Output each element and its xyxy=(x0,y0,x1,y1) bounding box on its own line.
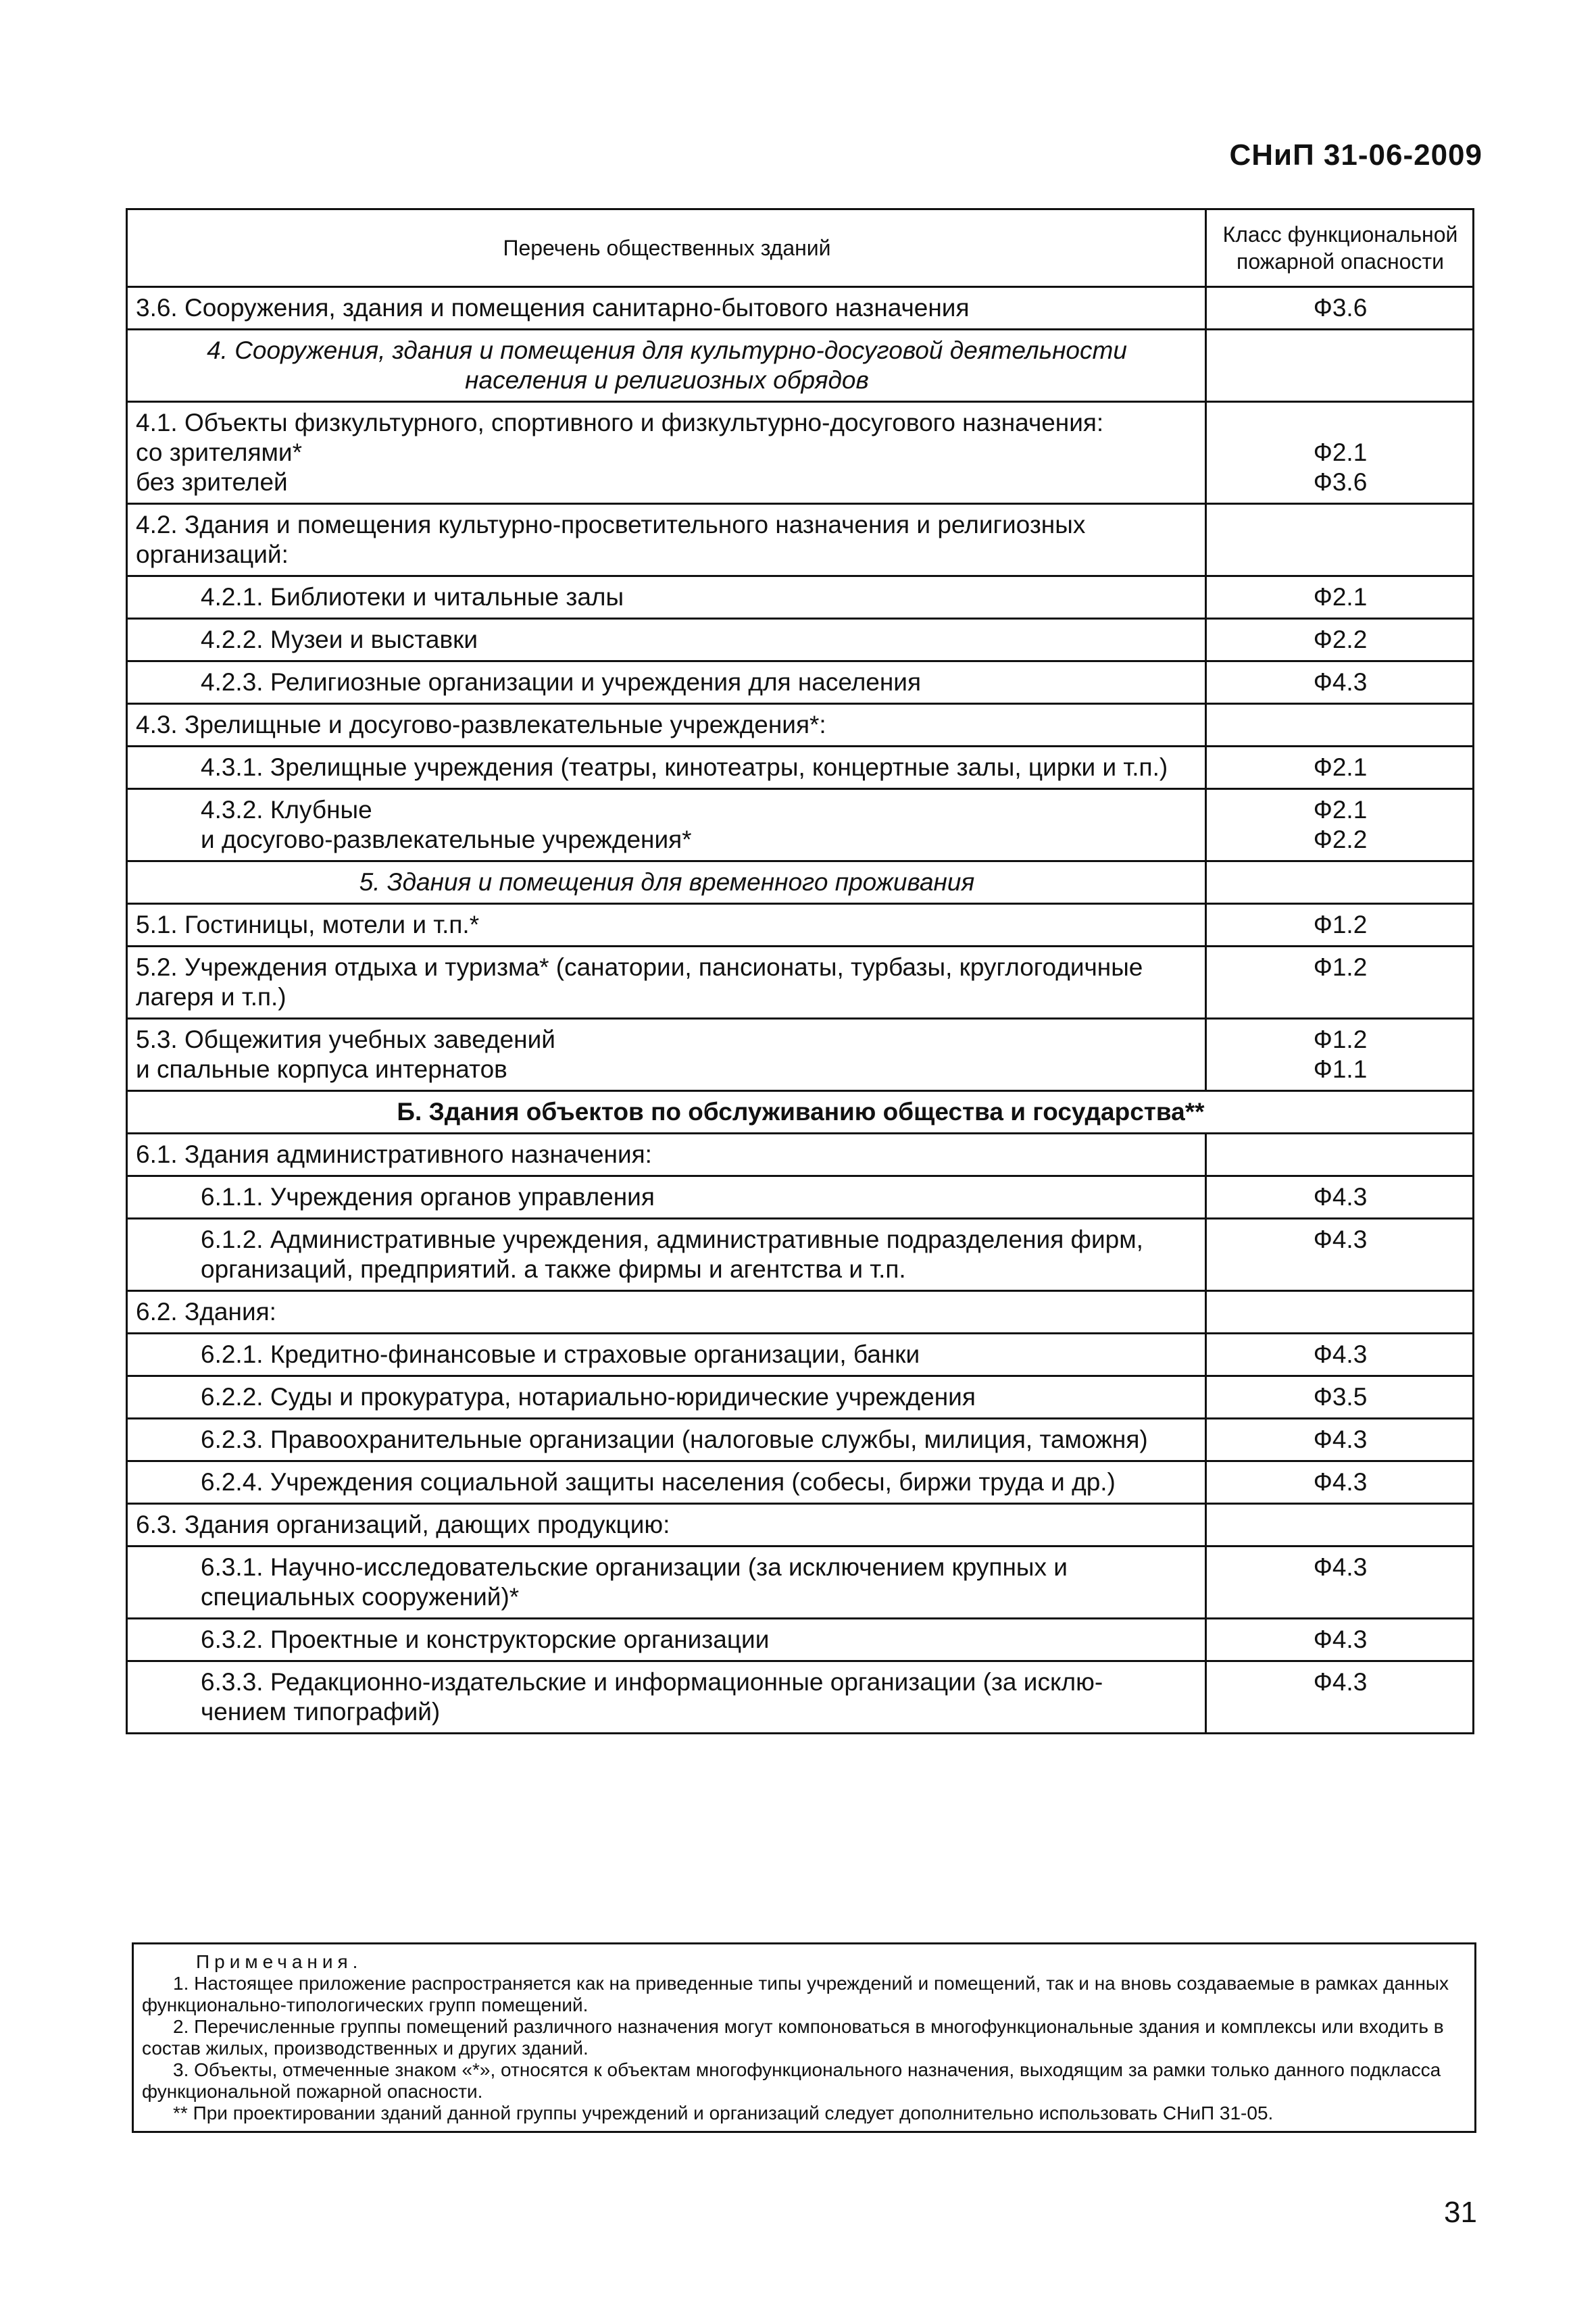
header-fire-class-line2: пожарной опасности xyxy=(1237,249,1444,274)
building-type-text: 6.2.1. Кредитно-финансовые и страховые организации, банки xyxy=(201,1340,920,1368)
table-row xyxy=(127,504,1474,576)
table-row xyxy=(127,1291,1474,1334)
fire-class-cell xyxy=(1206,504,1474,576)
table-row xyxy=(127,1091,1474,1134)
building-type-cell xyxy=(127,1419,1206,1461)
fire-class-cell xyxy=(1206,1134,1474,1176)
building-type-text: 6.1.2. Административные учреждения, административные подразделения фирм, xyxy=(201,1226,1143,1253)
building-type-cell xyxy=(127,861,1206,904)
fire-class-cell xyxy=(1206,1419,1474,1461)
building-type-cell xyxy=(127,330,1206,402)
building-type-cell xyxy=(127,1176,1206,1219)
fire-class-value: Ф2.1 xyxy=(1313,583,1368,611)
building-type-cell xyxy=(127,1619,1206,1661)
fire-class-cell xyxy=(1206,330,1474,402)
building-class-table xyxy=(126,208,1474,1734)
table-row xyxy=(127,1334,1474,1376)
table-row xyxy=(127,704,1474,747)
building-type-text: 6.1.1. Учреждения органов управления xyxy=(201,1183,655,1211)
fire-class-cell xyxy=(1206,402,1474,504)
building-type-text: 4.2.3. Религиозные организации и учреждения для населения xyxy=(201,668,922,696)
fire-class-value: Ф2.1 xyxy=(1313,438,1368,466)
table-row xyxy=(127,1419,1474,1461)
fire-class-cell xyxy=(1206,287,1474,330)
table-row xyxy=(127,402,1474,504)
building-type-text: 4.2.2. Музеи и выставки xyxy=(201,626,478,653)
building-type-text: лагеря и т.п.) xyxy=(136,983,286,1011)
fire-class-value: Ф4.3 xyxy=(1313,1340,1368,1368)
building-type-cell xyxy=(127,1504,1206,1546)
table-row xyxy=(127,1504,1474,1546)
fire-class-value: Ф1.2 xyxy=(1313,911,1368,938)
table-row xyxy=(127,1376,1474,1419)
fire-class-cell xyxy=(1206,1219,1474,1291)
building-type-text: 6.2.2. Суды и прокуратура, нотариально-юридические учреждения xyxy=(201,1383,976,1411)
table-row xyxy=(127,1019,1474,1091)
fire-class-cell xyxy=(1206,1619,1474,1661)
table-row xyxy=(127,1661,1474,1734)
table-row xyxy=(127,287,1474,330)
table-header-row xyxy=(127,209,1474,287)
table-row xyxy=(127,789,1474,861)
building-type-cell xyxy=(127,947,1206,1019)
building-type-cell xyxy=(127,1334,1206,1376)
building-type-cell xyxy=(127,576,1206,619)
building-type-cell xyxy=(127,1661,1206,1734)
building-type-text: 6.2.4. Учреждения социальной защиты населения (собесы, биржи труда и др.) xyxy=(201,1468,1116,1496)
building-type-text: 4.1. Объекты физкультурного, спортивного и физкультурно-досугового назначения: xyxy=(136,409,1104,436)
table-row xyxy=(127,1176,1474,1219)
note-item: 1. Настоящее приложение распространяется как на приведенные типы учреждений и помещений, так и на вновь создаваемые в рамках данных функционально-типологических групп помещений. xyxy=(142,1973,1449,2015)
building-type-cell xyxy=(127,619,1206,661)
notes-block xyxy=(132,1942,1476,2133)
fire-class-value: Ф1.2 xyxy=(1313,1026,1368,1053)
table-body xyxy=(127,287,1474,1734)
notes-title: Примечания. xyxy=(196,1951,363,1972)
building-type-text: 4. Сооружения, здания и помещения для культурно-досуговой деятельности xyxy=(207,336,1127,364)
fire-class-cell xyxy=(1206,1376,1474,1419)
building-type-text: организаций: xyxy=(136,540,289,568)
fire-class-value: Ф3.6 xyxy=(1313,468,1368,496)
building-type-text: специальных сооружений)* xyxy=(201,1583,520,1611)
fire-class-value: Ф4.3 xyxy=(1313,668,1368,696)
building-type-text: 3.6. Сооружения, здания и помещения санитарно-бытового назначения xyxy=(136,294,970,322)
building-type-text: 6.3.1. Научно-исследовательские организации (за исключением крупных и xyxy=(201,1553,1068,1581)
building-type-text: чением типографий) xyxy=(201,1698,441,1726)
building-type-text: со зрителями* xyxy=(136,438,302,466)
building-type-text: населения и религиозных обрядов xyxy=(465,366,869,394)
header-building-list: Перечень общественных зданий xyxy=(127,209,1206,287)
table-row xyxy=(127,1619,1474,1661)
fire-class-value: Ф1.1 xyxy=(1313,1055,1368,1083)
building-type-cell xyxy=(127,1546,1206,1619)
table-row xyxy=(127,1546,1474,1619)
fire-class-value xyxy=(1215,408,1466,438)
fire-class-value: Ф3.6 xyxy=(1313,294,1368,322)
fire-class-cell xyxy=(1206,704,1474,747)
fire-class-cell xyxy=(1206,1176,1474,1219)
fire-class-value: Ф4.3 xyxy=(1313,1468,1368,1496)
building-type-text: 6.3. Здания организаций, дающих продукцию: xyxy=(136,1511,670,1538)
fire-class-value: Ф4.3 xyxy=(1313,1668,1368,1696)
building-type-text: 4.3.2. Клубные xyxy=(201,796,372,824)
fire-class-cell xyxy=(1206,1334,1474,1376)
building-type-cell xyxy=(127,704,1206,747)
building-type-text: 4.2.1. Библиотеки и читальные залы xyxy=(201,583,624,611)
building-type-cell xyxy=(127,504,1206,576)
fire-class-value: Ф4.3 xyxy=(1313,1626,1368,1653)
header-fire-class xyxy=(1206,209,1474,287)
fire-class-cell xyxy=(1206,861,1474,904)
building-type-text: 6.1. Здания административного назначения: xyxy=(136,1140,652,1168)
fire-class-cell xyxy=(1206,904,1474,947)
table-row xyxy=(127,330,1474,402)
fire-class-value: Ф1.2 xyxy=(1313,953,1368,981)
building-type-cell xyxy=(127,661,1206,704)
fire-class-cell xyxy=(1206,1504,1474,1546)
document-code: СНиП 31-06-2009 xyxy=(1229,139,1482,172)
building-type-cell xyxy=(127,1461,1206,1504)
building-type-cell xyxy=(127,1219,1206,1291)
building-type-text: без зрителей xyxy=(136,468,288,496)
building-type-text: и спальные корпуса интернатов xyxy=(136,1055,507,1083)
note-item: 2. Перечисленные группы помещений различного назначения могут компоноваться в многофункциональные здания и комплексы или входить в состав жилых, производственных и других зданий. xyxy=(142,2016,1444,2059)
table-row xyxy=(127,576,1474,619)
table-row xyxy=(127,1219,1474,1291)
fire-class-value: Ф2.2 xyxy=(1313,826,1368,853)
building-type-text: 4.3. Зрелищные и досугово-развлекательные учреждения*: xyxy=(136,711,826,738)
fire-class-cell xyxy=(1206,789,1474,861)
fire-class-value: Ф2.1 xyxy=(1313,753,1368,781)
fire-class-value: Ф4.3 xyxy=(1313,1553,1368,1581)
fire-class-cell xyxy=(1206,747,1474,789)
fire-class-cell xyxy=(1206,576,1474,619)
building-type-text: организаций, предприятий. а также фирмы и агентства и т.п. xyxy=(201,1255,906,1283)
building-type-cell xyxy=(127,1019,1206,1091)
fire-class-cell xyxy=(1206,1661,1474,1734)
fire-class-cell xyxy=(1206,1291,1474,1334)
table-row xyxy=(127,619,1474,661)
fire-class-value: Ф4.3 xyxy=(1313,1183,1368,1211)
table-row xyxy=(127,1134,1474,1176)
table-row xyxy=(127,904,1474,947)
table-row xyxy=(127,747,1474,789)
building-type-text: 6.3.3. Редакционно-издательские и информационные организации (за исклю- xyxy=(201,1668,1103,1696)
building-type-cell xyxy=(127,1091,1474,1134)
building-type-text: 4.2. Здания и помещения культурно-просветительного назначения и религиозных xyxy=(136,511,1086,538)
page-number: 31 xyxy=(1444,2196,1477,2229)
note-item: 3. Объекты, отмеченные знаком «*», относятся к объектам многофункционального назначения, выходящим за рамки только данного подкласса функциональной пожарной опасности. xyxy=(142,2059,1441,2102)
building-type-cell xyxy=(127,287,1206,330)
fire-class-cell xyxy=(1206,1019,1474,1091)
building-type-text: 6.2. Здания: xyxy=(136,1298,276,1326)
building-type-text: 5.3. Общежития учебных заведений xyxy=(136,1026,555,1053)
table-row xyxy=(127,661,1474,704)
note-item: ** При проектировании зданий данной группы учреждений и организаций следует дополнительно использовать СНиП 31-05. xyxy=(173,2103,1274,2123)
table-row xyxy=(127,861,1474,904)
table-row xyxy=(127,1461,1474,1504)
building-type-text: 5.2. Учреждения отдыха и туризма* (санатории, пансионаты, турбазы, круглогодичные xyxy=(136,953,1143,981)
fire-class-cell xyxy=(1206,947,1474,1019)
fire-class-cell xyxy=(1206,619,1474,661)
fire-class-cell xyxy=(1206,1461,1474,1504)
fire-class-value: Ф2.1 xyxy=(1313,796,1368,824)
building-type-cell xyxy=(127,402,1206,504)
building-type-cell xyxy=(127,1291,1206,1334)
building-type-text: 5.1. Гостиницы, мотели и т.п.* xyxy=(136,911,480,938)
building-type-cell xyxy=(127,747,1206,789)
building-type-cell xyxy=(127,1376,1206,1419)
building-type-text: 6.3.2. Проектные и конструкторские организации xyxy=(201,1626,770,1653)
building-type-cell xyxy=(127,1134,1206,1176)
fire-class-value: Ф4.3 xyxy=(1313,1426,1368,1453)
building-type-cell xyxy=(127,904,1206,947)
fire-class-value: Ф2.2 xyxy=(1313,626,1368,653)
fire-class-cell xyxy=(1206,1546,1474,1619)
fire-class-cell xyxy=(1206,661,1474,704)
fire-class-value: Ф4.3 xyxy=(1313,1226,1368,1253)
building-type-text: Б. Здания объектов по обслуживанию общества и государства** xyxy=(397,1098,1205,1126)
building-type-cell xyxy=(127,789,1206,861)
building-type-text: 5. Здания и помещения для временного проживания xyxy=(359,868,975,896)
building-type-text: 6.2.3. Правоохранительные организации (налоговые службы, милиция, таможня) xyxy=(201,1426,1148,1453)
header-fire-class-line1: Класс функциональной xyxy=(1222,222,1458,247)
building-type-text: 4.3.1. Зрелищные учреждения (театры, кинотеатры, концертные залы, цирки и т.п.) xyxy=(201,753,1168,781)
fire-class-value: Ф3.5 xyxy=(1313,1383,1368,1411)
table-row xyxy=(127,947,1474,1019)
building-type-text: и досугово-развлекательные учреждения* xyxy=(201,826,692,853)
